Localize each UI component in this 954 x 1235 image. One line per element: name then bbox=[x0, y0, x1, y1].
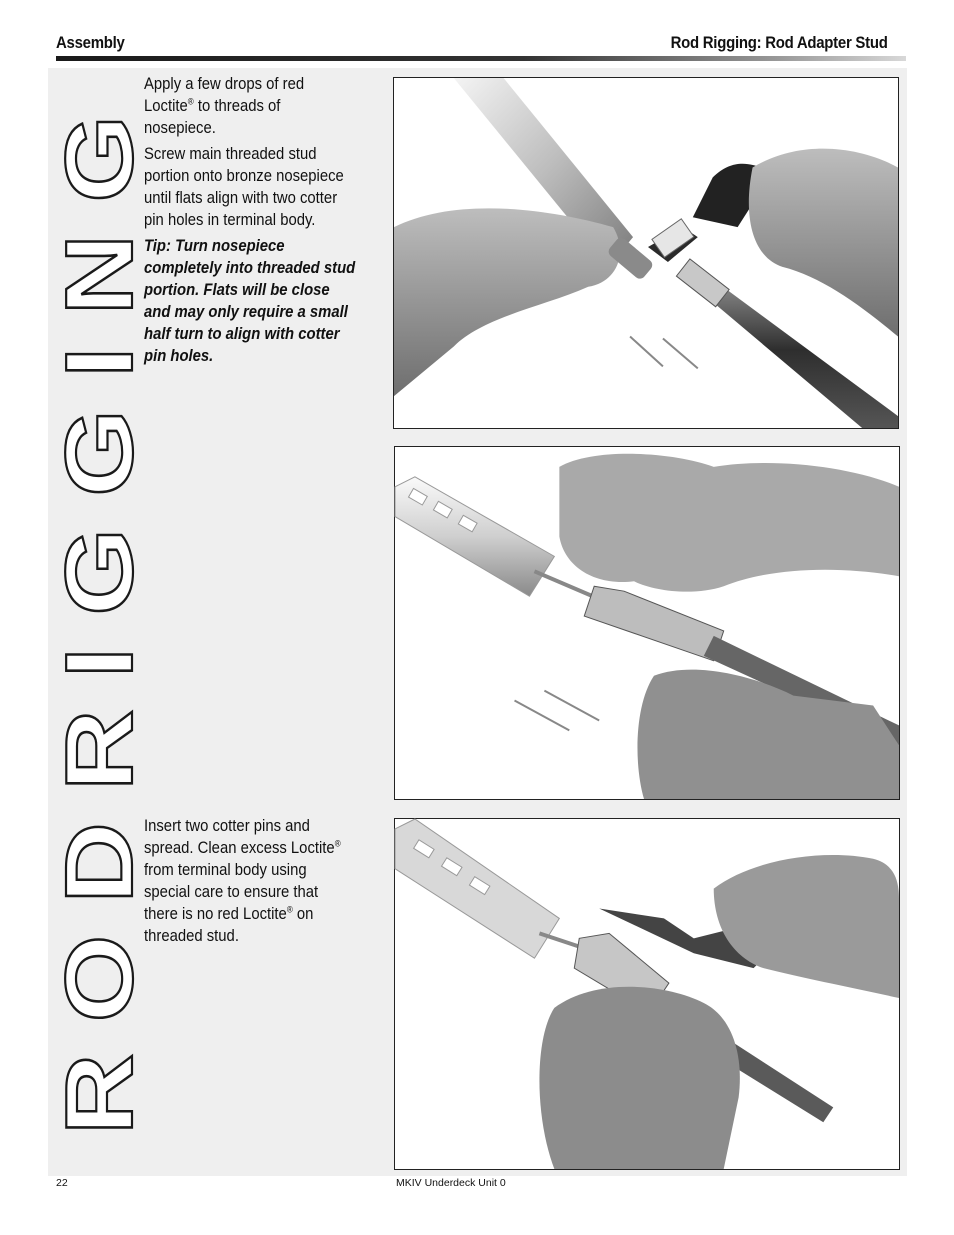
page-title: Rod Rigging: Rod Adapter Stud bbox=[671, 33, 888, 52]
step-3-text bbox=[144, 815, 356, 951]
photo-insert-cotter-pins bbox=[394, 818, 900, 1170]
vertical-section-title bbox=[46, 105, 153, 1145]
step-1-paragraph-2: Screw main threaded stud portion onto bronze nosepiece until flats align with two cotter pin holes in terminal body. bbox=[144, 145, 344, 229]
photo-apply-loctite bbox=[393, 77, 899, 429]
section-label: Assembly bbox=[56, 33, 125, 52]
step-1-paragraph-1: Apply a few drops of red Loctite® to threads of nosepiece. bbox=[144, 75, 305, 137]
vertical-title-text: R O D R I G G I N G bbox=[46, 265, 153, 1135]
page-number: 22 bbox=[56, 1177, 68, 1189]
step-1-text bbox=[144, 73, 356, 371]
step-3-paragraph: Insert two cotter pins and spread. Clean excess Loctite® from terminal body using special care to ensure that there is no red Loctite® on threaded stud. bbox=[144, 817, 341, 945]
header-rule bbox=[56, 56, 906, 61]
step-1-tip: Tip: Turn nosepiece completely into threaded stud portion. Flats will be close and may only require a small half turn to align with cotter pin holes. bbox=[144, 237, 356, 365]
document-title: MKIV Underdeck Unit 0 bbox=[396, 1177, 506, 1189]
photo-thread-stud bbox=[394, 446, 900, 800]
